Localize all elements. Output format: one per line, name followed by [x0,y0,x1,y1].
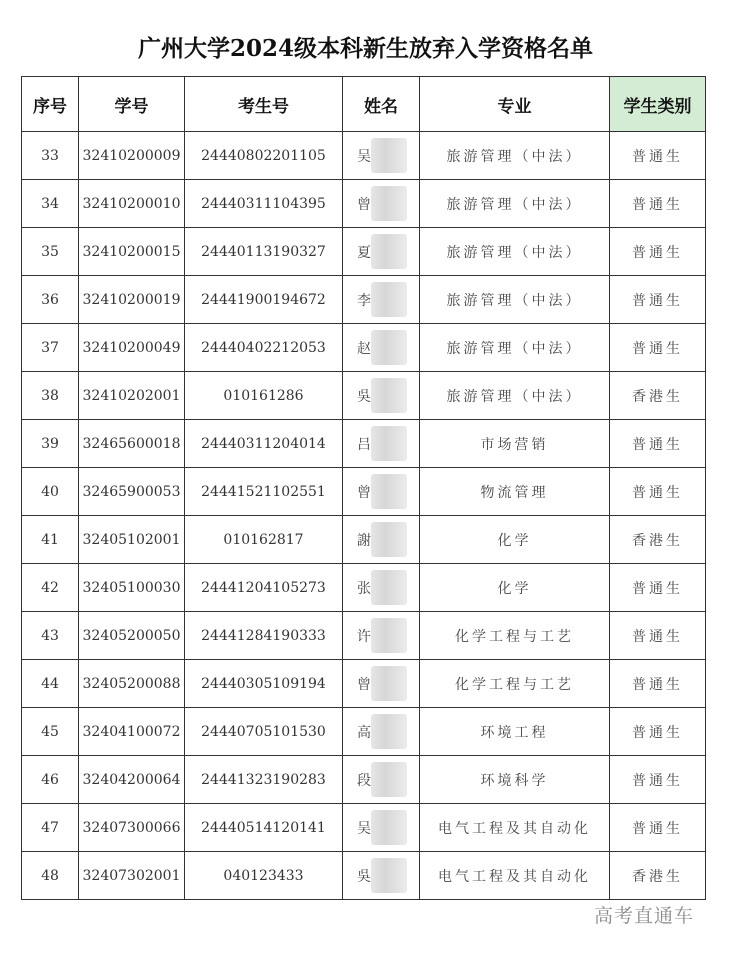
name-surname: 张 [357,580,371,597]
cell-category: 普通生 [610,132,706,180]
cell-name [343,660,420,708]
cell-exam-id: 24440402212053 [185,324,343,372]
cell-name [343,180,420,228]
cell-major: 化学 [420,564,610,612]
cell-seq: 47 [22,804,79,852]
table-row [22,180,706,228]
header-category: 学生类别 [610,77,706,132]
cell-major: 旅游管理（中法） [420,372,610,420]
name-redaction-blur [371,714,407,749]
cell-exam-id: 24440514120141 [185,804,343,852]
cell-name [343,852,420,900]
cell-category: 普通生 [610,804,706,852]
name-surname: 吳 [357,388,371,405]
header-seq: 序号 [22,77,79,132]
cell-name [343,324,420,372]
name-surname: 高 [357,724,371,741]
name-surname: 曾 [357,676,371,693]
cell-seq: 41 [22,516,79,564]
cell-category: 香港生 [610,372,706,420]
name-redaction-blur [371,810,407,845]
header-exam-id: 考生号 [185,77,343,132]
cell-major: 旅游管理（中法） [420,132,610,180]
cell-seq: 44 [22,660,79,708]
cell-category: 普通生 [610,612,706,660]
cell-name [343,804,420,852]
table-row [22,468,706,516]
cell-seq: 45 [22,708,79,756]
cell-exam-id: 010161286 [185,372,343,420]
cell-category: 普通生 [610,228,706,276]
table-row [22,228,706,276]
cell-student-id: 32405100030 [79,564,185,612]
cell-seq: 38 [22,372,79,420]
name-redaction-blur [371,330,407,365]
table-row [22,516,706,564]
header-student-id: 学号 [79,77,185,132]
header-major: 专业 [420,77,610,132]
name-surname: 曾 [357,196,371,213]
cell-name [343,516,420,564]
cell-student-id: 32465900053 [79,468,185,516]
cell-major: 市场营销 [420,420,610,468]
name-redaction-blur [371,858,407,893]
cell-exam-id: 24440311104395 [185,180,343,228]
table-row [22,756,706,804]
cell-seq: 35 [22,228,79,276]
name-surname: 吴 [357,148,371,165]
cell-seq: 46 [22,756,79,804]
cell-category: 香港生 [610,516,706,564]
cell-major: 电气工程及其自动化 [420,804,610,852]
name-redaction-blur [371,762,407,797]
cell-exam-id: 24441284190333 [185,612,343,660]
cell-name [343,612,420,660]
cell-major: 电气工程及其自动化 [420,852,610,900]
cell-exam-id: 24441521102551 [185,468,343,516]
cell-major: 旅游管理（中法） [420,276,610,324]
name-redaction-blur [371,138,407,173]
cell-seq: 40 [22,468,79,516]
header-name: 姓名 [343,77,420,132]
name-surname: 吴 [357,820,371,837]
name-redaction-blur [371,522,407,557]
table-row [22,372,706,420]
cell-student-id: 32407300066 [79,804,185,852]
cell-exam-id: 24440305109194 [185,660,343,708]
cell-category: 普通生 [610,420,706,468]
name-surname: 謝 [357,532,371,549]
cell-name [343,468,420,516]
cell-name [343,708,420,756]
name-surname: 夏 [357,244,371,261]
name-surname: 曾 [357,484,371,501]
cell-student-id: 32405102001 [79,516,185,564]
cell-category: 普通生 [610,324,706,372]
name-redaction-blur [371,618,407,653]
cell-category: 普通生 [610,180,706,228]
name-surname: 吳 [357,868,371,885]
cell-seq: 34 [22,180,79,228]
cell-seq: 36 [22,276,79,324]
name-redaction-blur [371,186,407,221]
cell-student-id: 32404100072 [79,708,185,756]
table-header-row [22,77,706,132]
cell-student-id: 32465600018 [79,420,185,468]
cell-name [343,564,420,612]
cell-exam-id: 040123433 [185,852,343,900]
cell-exam-id: 24441204105273 [185,564,343,612]
cell-name [343,756,420,804]
name-redaction-blur [371,234,407,269]
cell-name [343,372,420,420]
table-row [22,660,706,708]
cell-major: 化学 [420,516,610,564]
name-redaction-blur [371,426,407,461]
name-surname: 许 [357,628,371,645]
cell-exam-id: 24441323190283 [185,756,343,804]
cell-major: 物流管理 [420,468,610,516]
table-row [22,708,706,756]
cell-major: 化学工程与工艺 [420,660,610,708]
table-row [22,132,706,180]
cell-category: 普通生 [610,708,706,756]
cell-category: 普通生 [610,756,706,804]
table-row [22,564,706,612]
table-row [22,804,706,852]
name-redaction-blur [371,474,407,509]
cell-major: 化学工程与工艺 [420,612,610,660]
cell-student-id: 32410200049 [79,324,185,372]
cell-student-id: 32410202001 [79,372,185,420]
cell-exam-id: 24441900194672 [185,276,343,324]
withdrawal-list-table [21,76,706,900]
watermark: 高考直通车 [594,905,695,927]
cell-category: 香港生 [610,852,706,900]
cell-student-id: 32410200019 [79,276,185,324]
cell-major: 旅游管理（中法） [420,228,610,276]
name-surname: 李 [357,292,371,309]
cell-seq: 42 [22,564,79,612]
cell-seq: 39 [22,420,79,468]
cell-seq: 33 [22,132,79,180]
cell-name [343,420,420,468]
cell-student-id: 32404200064 [79,756,185,804]
table-row [22,276,706,324]
cell-major: 旅游管理（中法） [420,180,610,228]
cell-exam-id: 24440802201105 [185,132,343,180]
cell-category: 普通生 [610,564,706,612]
name-surname: 赵 [357,340,371,357]
name-surname: 吕 [357,436,371,453]
cell-major: 环境工程 [420,708,610,756]
name-surname: 段 [357,772,371,789]
table-row [22,324,706,372]
cell-major: 旅游管理（中法） [420,324,610,372]
table-row [22,420,706,468]
cell-seq: 37 [22,324,79,372]
cell-student-id: 32407302001 [79,852,185,900]
table-row [22,852,706,900]
cell-exam-id: 010162817 [185,516,343,564]
cell-student-id: 32405200088 [79,660,185,708]
document-title: 广州大学2024级本科新生放弃入学资格名单 [137,35,593,62]
cell-exam-id: 24440113190327 [185,228,343,276]
cell-category: 普通生 [610,276,706,324]
cell-category: 普通生 [610,468,706,516]
cell-student-id: 32410200015 [79,228,185,276]
cell-student-id: 32405200050 [79,612,185,660]
cell-seq: 48 [22,852,79,900]
table-row [22,612,706,660]
cell-category: 普通生 [610,660,706,708]
cell-student-id: 32410200010 [79,180,185,228]
cell-major: 环境科学 [420,756,610,804]
name-redaction-blur [371,570,407,605]
cell-student-id: 32410200009 [79,132,185,180]
cell-seq: 43 [22,612,79,660]
name-redaction-blur [371,666,407,701]
cell-name [343,228,420,276]
name-redaction-blur [371,282,407,317]
name-redaction-blur [371,378,407,413]
cell-exam-id: 24440705101530 [185,708,343,756]
cell-exam-id: 24440311204014 [185,420,343,468]
cell-name [343,132,420,180]
cell-name [343,276,420,324]
